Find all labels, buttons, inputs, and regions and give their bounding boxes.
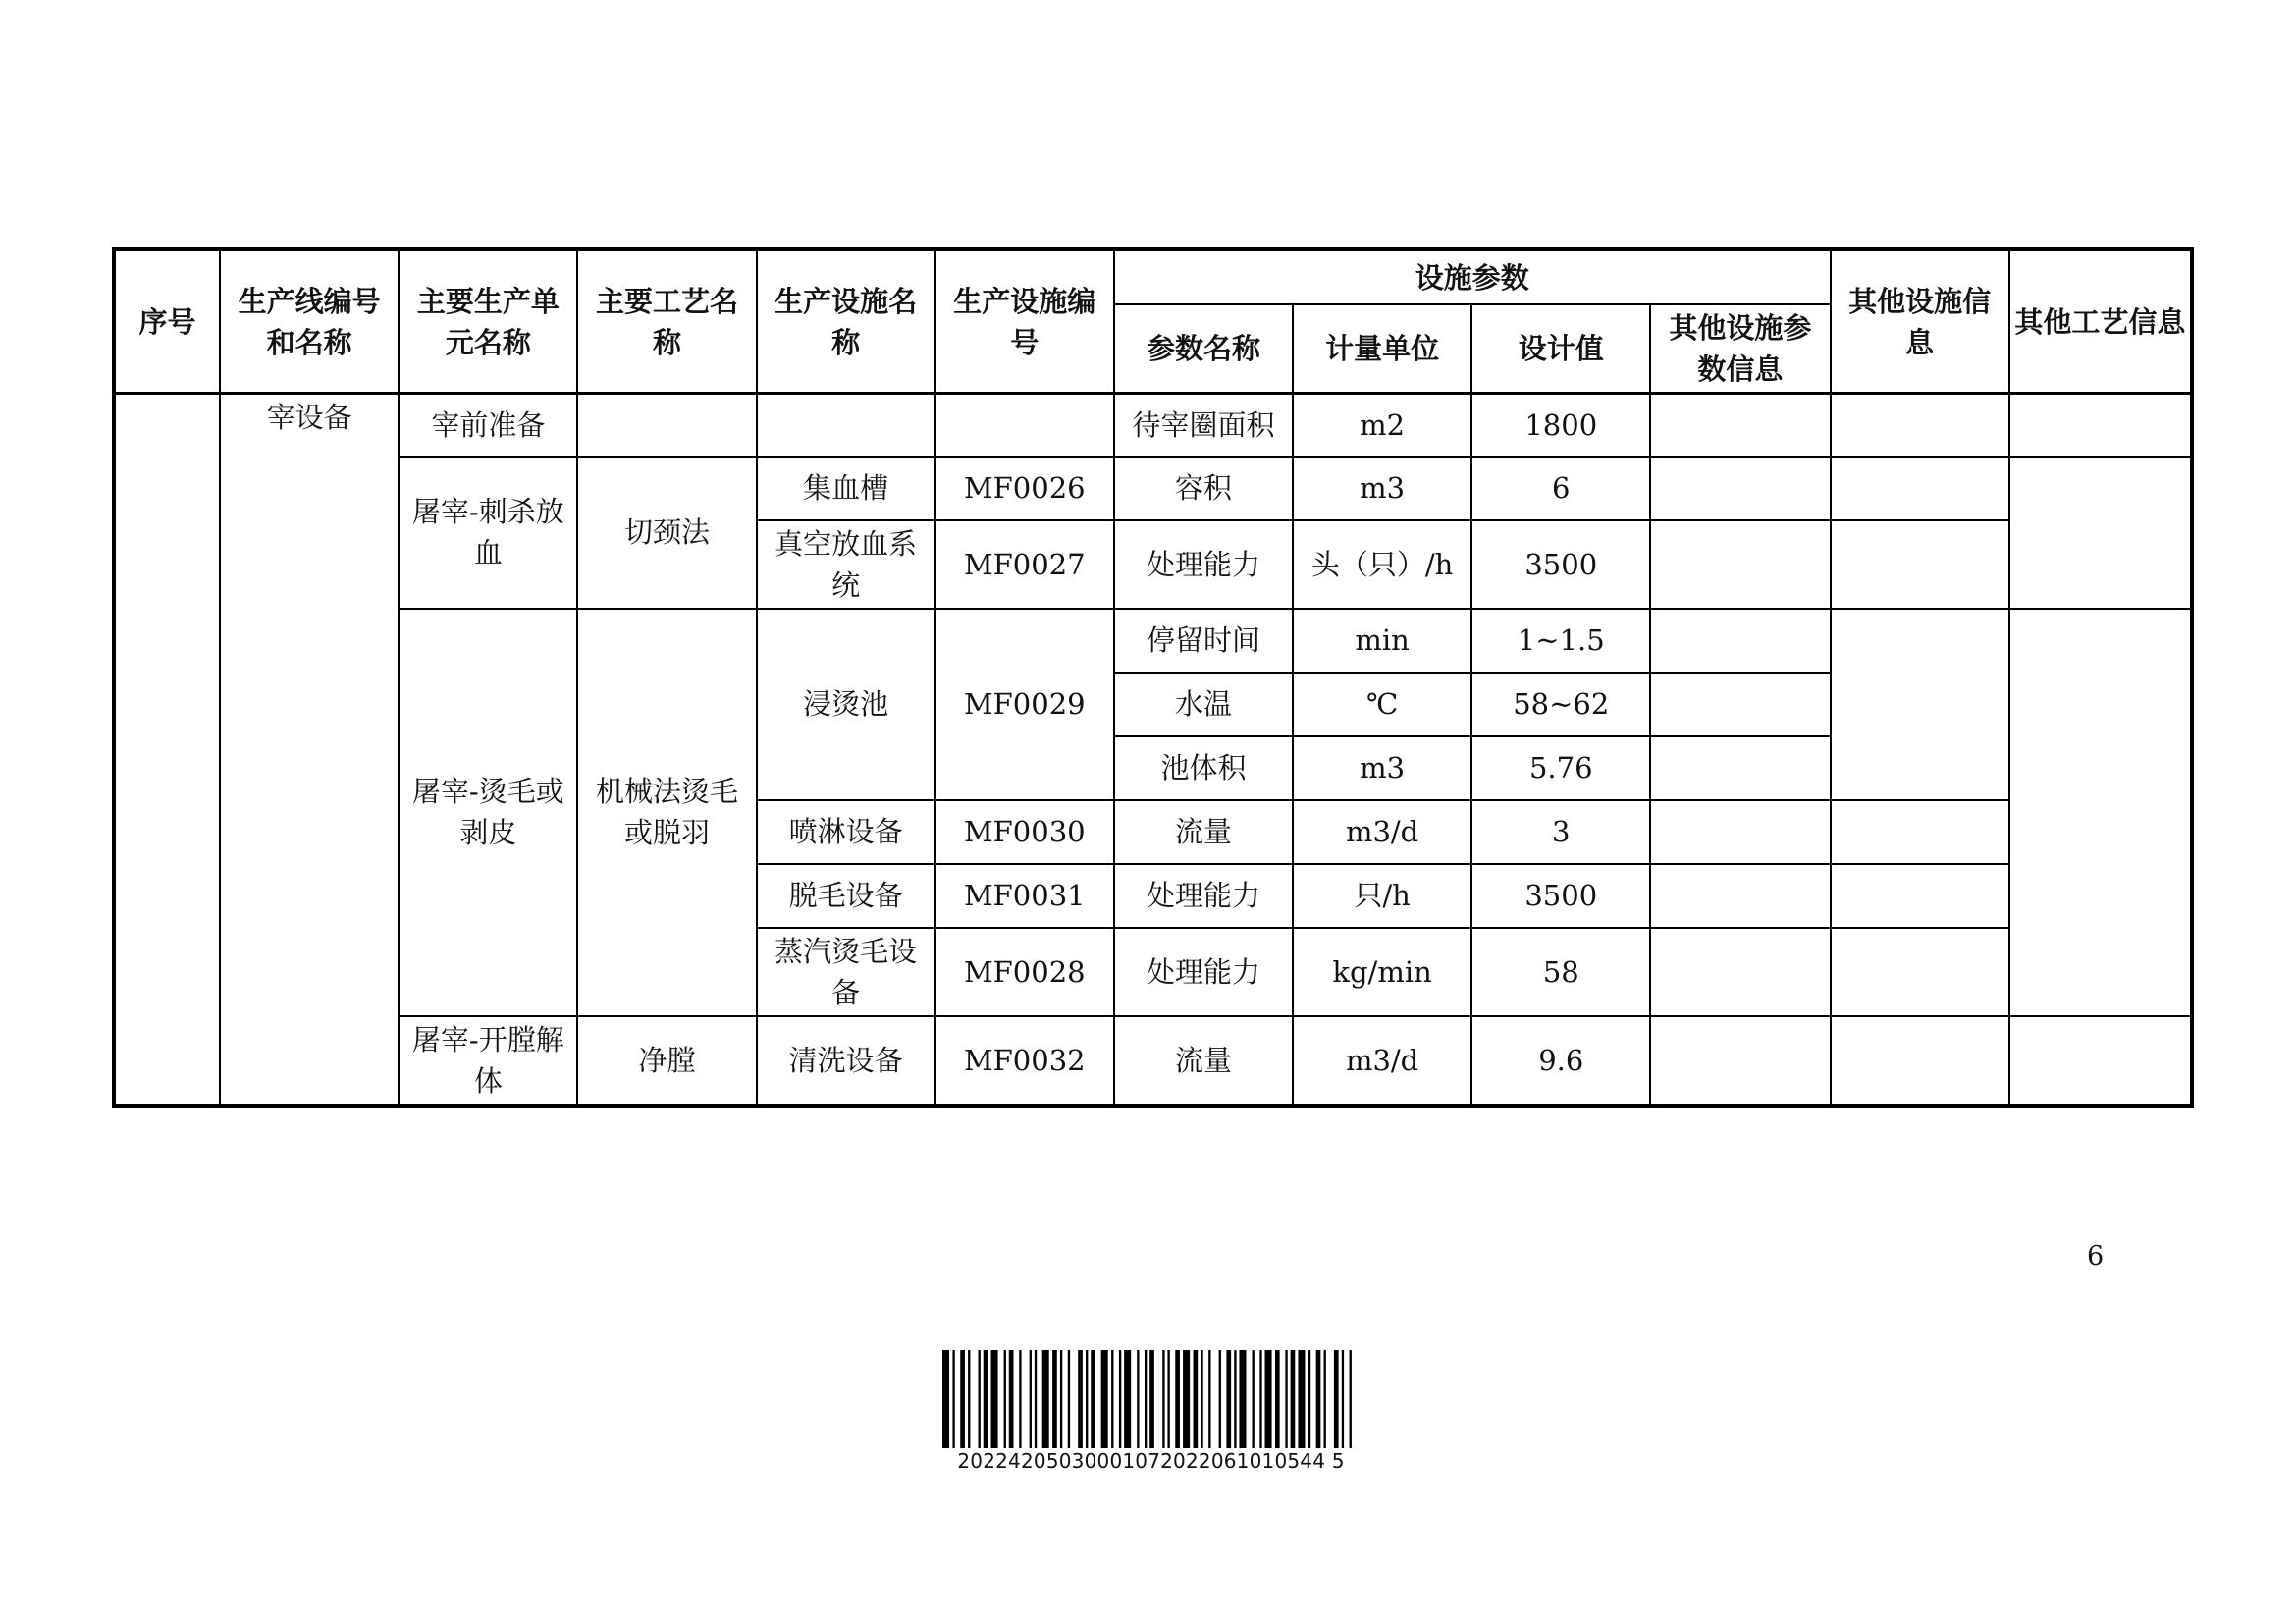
facility-code-cell: MF0029 (935, 609, 1114, 800)
barcode-bar (1086, 1350, 1088, 1448)
header-line: 生产线编号和名称 (220, 249, 399, 394)
param-name-cell: 停留时间 (1114, 609, 1293, 673)
design-value-cell: 3500 (1471, 520, 1650, 609)
line-name-cell: 宰设备 (220, 394, 399, 1106)
barcode-image (942, 1350, 1360, 1448)
param-name-cell: 水温 (1114, 673, 1293, 736)
other-process-info-cell (2009, 457, 2192, 609)
barcode-bar (1060, 1350, 1062, 1448)
other-facility-info-cell (1831, 609, 2009, 800)
barcode-bar (1259, 1350, 1261, 1448)
other-param-info-cell (1650, 800, 1830, 864)
facility-name-cell (757, 394, 935, 457)
unit-cell: 屠宰-刺杀放血 (399, 457, 577, 609)
barcode-bar (979, 1350, 981, 1448)
barcode-bar (1091, 1350, 1095, 1448)
other-param-info-cell (1650, 736, 1830, 800)
barcode-bar (1019, 1350, 1021, 1448)
header-design-value: 设计值 (1471, 304, 1650, 394)
other-param-info-cell (1650, 928, 1830, 1016)
unit-cell: 屠宰-开膛解体 (399, 1016, 577, 1106)
barcode-bar (984, 1350, 988, 1448)
design-value-cell: 58~62 (1471, 673, 1650, 736)
other-facility-info-cell (1831, 800, 2009, 864)
facility-name-cell: 集血槽 (757, 457, 935, 520)
header-measure-unit: 计量单位 (1293, 304, 1471, 394)
param-name-cell: 待宰圈面积 (1114, 394, 1293, 457)
barcode-bar (1342, 1350, 1344, 1448)
facility-name-cell: 喷淋设备 (757, 800, 935, 864)
other-facility-info-cell (1831, 864, 2009, 928)
design-value-cell: 3 (1471, 800, 1650, 864)
design-value-cell: 3500 (1471, 864, 1650, 928)
other-facility-info-cell (1831, 1016, 2009, 1106)
barcode-bar (1308, 1350, 1310, 1448)
table-row (114, 609, 2192, 673)
barcode-bar (1226, 1350, 1231, 1448)
measure-unit-cell: m3 (1293, 457, 1471, 520)
header-other-param-info: 其他设施参数信息 (1650, 304, 1830, 394)
barcode-bar (1252, 1350, 1254, 1448)
header-facility-name: 生产设施名称 (757, 249, 935, 394)
barcode-bar (1030, 1350, 1032, 1448)
other-process-info-cell (2009, 394, 2192, 457)
measure-unit-cell: m3/d (1293, 800, 1471, 864)
measure-unit-cell: 头（只）/h (1293, 520, 1471, 609)
barcode-bar (1145, 1350, 1147, 1448)
other-facility-info-cell (1831, 928, 2009, 1016)
header-facility-code: 生产设施编号 (935, 249, 1114, 394)
table-row (114, 1016, 2192, 1106)
unit-cell: 屠宰-烫毛或剥皮 (399, 609, 577, 1016)
barcode-bar (1298, 1350, 1305, 1448)
facility-name-cell: 蒸汽烫毛设备 (757, 928, 935, 1016)
barcode-bar (1101, 1350, 1108, 1448)
facility-code-cell: MF0031 (935, 864, 1114, 928)
barcode-bar (1316, 1350, 1321, 1448)
barcode-bar (1234, 1350, 1236, 1448)
process-cell (577, 394, 756, 457)
other-param-info-cell (1650, 864, 1830, 928)
design-value-cell: 1800 (1471, 394, 1650, 457)
barcode-bar (1137, 1350, 1139, 1448)
other-process-info-cell (2009, 609, 2192, 1016)
table-row (114, 394, 2192, 457)
barcode-bar (952, 1350, 954, 1448)
measure-unit-cell: kg/min (1293, 928, 1471, 1016)
unit-cell: 宰前准备 (399, 394, 577, 457)
process-cell: 净膛 (577, 1016, 756, 1106)
measure-unit-cell: m2 (1293, 394, 1471, 457)
barcode-bar (1052, 1350, 1057, 1448)
design-value-cell: 1~1.5 (1471, 609, 1650, 673)
facility-name-cell: 浸烫池 (757, 609, 935, 800)
header-process: 主要工艺名称 (577, 249, 756, 394)
barcode-bar (1324, 1350, 1326, 1448)
param-name-cell: 流量 (1114, 1016, 1293, 1106)
header-other-facility-info: 其他设施信息 (1831, 249, 2009, 394)
other-param-info-cell (1650, 457, 1830, 520)
measure-unit-cell: m3/d (1293, 1016, 1471, 1106)
seq-cell (114, 394, 220, 1106)
barcode-bar (1208, 1350, 1210, 1448)
param-name-cell: 处理能力 (1114, 928, 1293, 1016)
facility-name-cell: 清洗设备 (757, 1016, 935, 1106)
page-number: 6 (2087, 1241, 2105, 1272)
other-facility-info-cell (1831, 457, 2009, 520)
barcode-bar (1183, 1350, 1190, 1448)
facility-code-cell: MF0027 (935, 520, 1114, 609)
barcode-bar (960, 1350, 965, 1448)
barcode-bar (1239, 1350, 1246, 1448)
other-process-info-cell (2009, 1016, 2192, 1106)
barcode-bar (1124, 1350, 1131, 1448)
barcode-bar (1275, 1350, 1280, 1448)
other-param-info-cell (1650, 394, 1830, 457)
other-param-info-cell (1650, 609, 1830, 673)
other-facility-info-cell (1831, 394, 2009, 457)
barcode-bar (1042, 1350, 1049, 1448)
design-value-cell: 6 (1471, 457, 1650, 520)
param-name-cell: 池体积 (1114, 736, 1293, 800)
facility-code-cell: MF0030 (935, 800, 1114, 864)
measure-unit-cell: ℃ (1293, 673, 1471, 736)
design-value-cell: 58 (1471, 928, 1650, 1016)
header-unit: 主要生产单元名称 (399, 249, 577, 394)
barcode-bar (1350, 1350, 1352, 1448)
other-param-info-cell (1650, 673, 1830, 736)
header-seq: 序号 (114, 249, 220, 394)
barcode-bar (1149, 1350, 1154, 1448)
param-name-cell: 处理能力 (1114, 520, 1293, 609)
barcode-number: 20224205030001072022061010544 5 (957, 1449, 1345, 1473)
barcode-bar (1291, 1350, 1296, 1448)
barcode-bar (1265, 1350, 1272, 1448)
facility-name-cell: 脱毛设备 (757, 864, 935, 928)
other-param-info-cell (1650, 520, 1830, 609)
param-name-cell: 容积 (1114, 457, 1293, 520)
facility-name-cell: 真空放血系统 (757, 520, 935, 609)
process-cell: 切颈法 (577, 457, 756, 609)
design-value-cell: 9.6 (1471, 1016, 1650, 1106)
measure-unit-cell: m3 (1293, 736, 1471, 800)
barcode-bar (968, 1350, 970, 1448)
barcode-bar (1035, 1350, 1037, 1448)
barcode-bar (1162, 1350, 1164, 1448)
barcode-bar (1004, 1350, 1006, 1448)
header-params-group: 设施参数 (1114, 249, 1831, 304)
other-param-info-cell (1650, 1016, 1830, 1106)
facility-parameter-table (112, 247, 2194, 1108)
barcode-bar (1119, 1350, 1121, 1448)
barcode-bar (1068, 1350, 1070, 1448)
facility-code-cell (935, 394, 1114, 457)
measure-unit-cell: 只/h (1293, 864, 1471, 928)
barcode-bar (1194, 1350, 1199, 1448)
other-facility-info-cell (1831, 520, 2009, 609)
barcode-bar (1201, 1350, 1202, 1448)
design-value-cell: 5.76 (1471, 736, 1650, 800)
facility-code-cell: MF0026 (935, 457, 1114, 520)
barcode-bar (991, 1350, 998, 1448)
param-name-cell: 流量 (1114, 800, 1293, 864)
barcode-bar (1175, 1350, 1180, 1448)
barcode-bar (1285, 1350, 1287, 1448)
facility-code-cell: MF0032 (935, 1016, 1114, 1106)
barcode-bar (942, 1350, 949, 1448)
header-other-process-info: 其他工艺信息 (2009, 249, 2192, 394)
barcode-bar (1334, 1350, 1339, 1448)
barcode-bar (1219, 1350, 1221, 1448)
barcode-bar (1009, 1350, 1014, 1448)
process-cell: 机械法烫毛或脱羽 (577, 609, 756, 1016)
facility-code-cell: MF0028 (935, 928, 1114, 1016)
param-name-cell: 处理能力 (1114, 864, 1293, 928)
barcode-bar (1111, 1350, 1113, 1448)
barcode-bar (1078, 1350, 1083, 1448)
table-row (114, 457, 2192, 520)
barcode-bar (1167, 1350, 1169, 1448)
header-param-name: 参数名称 (1114, 304, 1293, 394)
measure-unit-cell: min (1293, 609, 1471, 673)
